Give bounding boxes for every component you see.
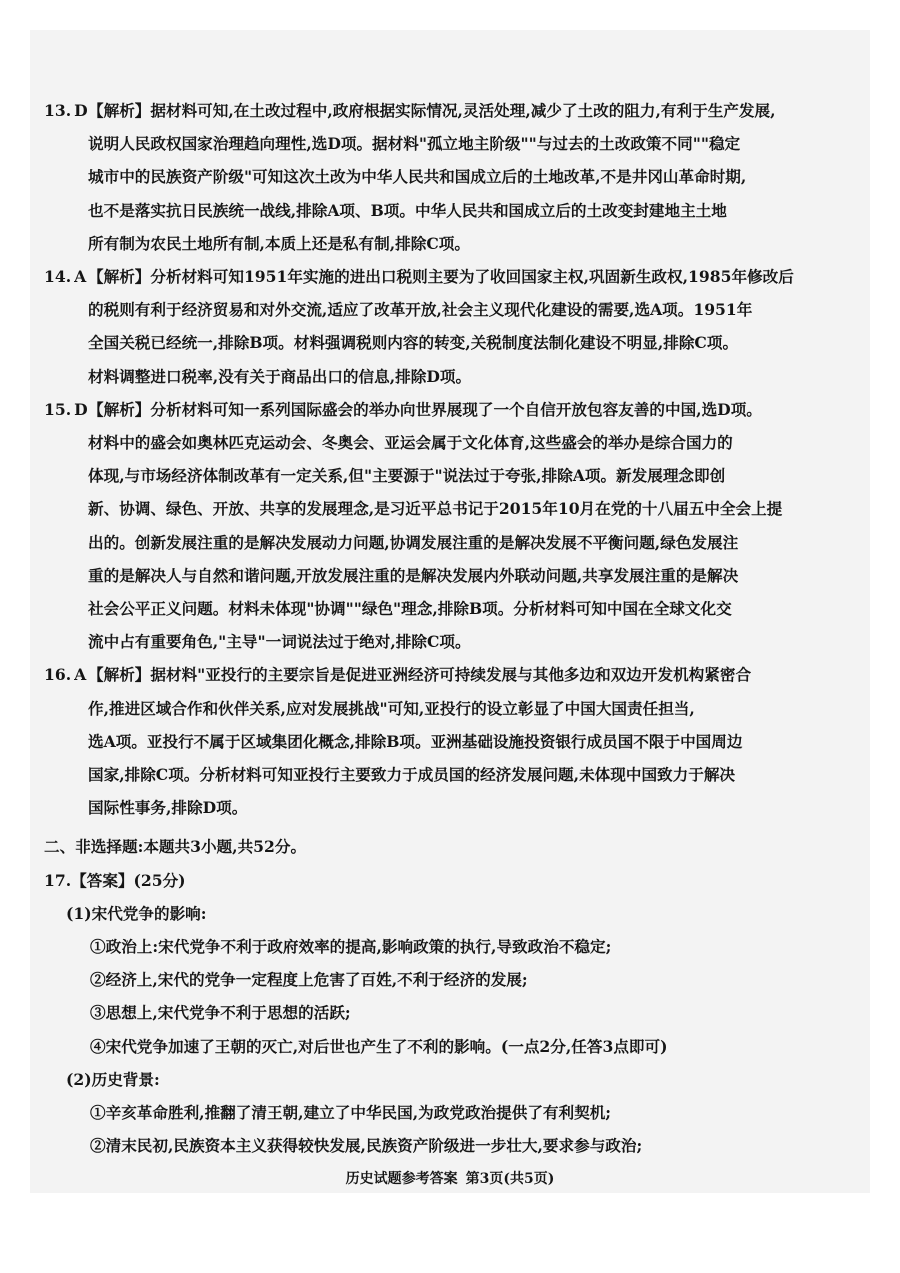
footer-title: 历史试题参考答案 (345, 1171, 458, 1187)
question-number: 16. A (44, 665, 87, 685)
answer-choice: D (74, 399, 88, 419)
text-line: 重的是解决人与自然和谐问题,开放发展注重的是解决发展内外联动问题,共享发展注重的是解决 (88, 565, 739, 585)
answer-point: ②清末民初,民族资本主义获得较快发展,民族资产阶级进一步壮大,要求参与政治; (90, 1136, 643, 1156)
question-13 (44, 94, 860, 260)
text-line: 【解析】据材料"亚投行的主要宗旨是促进亚洲经济可持续发展与其他多边和双边开发机构紧密合 (88, 665, 752, 685)
text-line: 新、协调、绿色、开放、共享的发展理念,是习近平总书记于2015年10月在党的十八届五中全会上提 (88, 499, 783, 519)
text-line: 所有制为农民土地所有制,本质上还是私有制,排除C项。 (88, 233, 470, 253)
text-line: 的税则有利于经济贸易和对外交流,适应了改革开放,社会主义现代化建设的需要,选A项。1951年 (88, 300, 753, 320)
text-line: 【解析】分析材料可知一系列国际盛会的举办向世界展现了一个自信开放包容友善的中国,选D项。 (88, 399, 762, 419)
text-line: 城市中的民族资产阶级"可知这次土改为中华人民共和国成立后的土地改革,不是井冈山革命时期, (88, 167, 747, 187)
page-footer (0, 1168, 900, 1188)
text-line: 作,推进区域合作和伙伴关系,应对发展挑战"可知,亚投行的设立彰显了中国大国责任担当, (88, 698, 695, 718)
question-17 (44, 864, 860, 1163)
text-line: 【解析】据材料可知,在土改过程中,政府根据实际情况,灵活处理,减少了土改的阻力,有利于生产发展, (88, 101, 776, 120)
text-line: 社会公平正义问题。材料未体现"协调""绿色"理念,排除B项。分析材料可知中国在全球文化交 (88, 599, 732, 619)
answer-choice: A (74, 267, 87, 287)
answer-point: ③思想上,宋代党争不利于思想的活跃; (90, 1003, 351, 1023)
text-line: 出的。创新发展注重的是解决发展动力问题,协调发展注重的是解决发展不平衡问题,绿色发展注 (88, 532, 739, 552)
answer-point: ④宋代党争加速了王朝的灭亡,对后世也产生了不利的影响。(一点2分,任答3点即可) (90, 1036, 668, 1056)
answer-choice: A (74, 665, 87, 685)
section-heading: 二、非选择题:本题共3小题,共52分。 (44, 837, 307, 857)
question-number: 15. D (44, 399, 88, 419)
answer-choice: D (74, 101, 88, 120)
text-line: 【解析】分析材料可知1951年实施的进出口税则主要为了收回国家主权,巩固新生政权,1985年修改后 (88, 267, 794, 287)
answer-point: ①政治上:宋代党争不利于政府效率的提高,影响政策的执行,导致政治不稳定; (90, 937, 612, 957)
question-number: 14. A (44, 267, 87, 287)
question-15 (44, 393, 860, 659)
question-number: 13. D (44, 101, 88, 120)
question-14 (44, 260, 860, 393)
text-line: 材料调整进口税率,没有关于商品出口的信息,排除D项。 (88, 366, 472, 386)
text-line: 也不是落实抗日民族统一战线,排除A项、B项。中华人民共和国成立后的土改变封建地主土地 (88, 200, 727, 220)
answer-point: ①辛亥革命胜利,推翻了清王朝,建立了中华民国,为政党政治提供了有利契机; (90, 1103, 612, 1123)
text-line: 国家,排除C项。分析材料可知亚投行主要致力于成员国的经济发展问题,未体现中国致力于解决 (88, 765, 736, 785)
page-content (44, 94, 860, 1163)
text-line: 流中占有重要角色,"主导"一词说法过于绝对,排除C项。 (88, 632, 471, 652)
text-line: 体现,与市场经济体制改革有一定关系,但"主要源于"说法过于夸张,排除A项。新发展理念即创 (88, 466, 726, 486)
page-number: 第3页(共5页) (465, 1171, 555, 1187)
text-line: 材料中的盛会如奥林匹克运动会、冬奥会、亚运会属于文化体育,这些盛会的举办是综合国力的 (88, 433, 733, 453)
question-17-header: 17.【答案】(25分) (44, 870, 186, 890)
part2-title: (2)历史背景: (66, 1069, 160, 1089)
answer-point: ②经济上,宋代的党争一定程度上危害了百姓,不利于经济的发展; (90, 970, 528, 990)
text-line: 说明人民政权国家治理趋向理性,选D项。据材料"孤立地主阶级""与过去的土改政策不同""稳定 (88, 134, 741, 154)
text-line: 选A项。亚投行不属于区域集团化概念,排除B项。亚洲基础设施投资银行成员国不限于中国周边 (88, 731, 743, 751)
part1-title: (1)宋代党争的影响: (66, 903, 207, 923)
question-16 (44, 658, 860, 824)
text-line: 全国关税已经统一,排除B项。材料强调税则内容的转变,关税制度法制化建设不明显,排除C项。 (88, 333, 739, 353)
text-line: 国际性事务,排除D项。 (88, 798, 248, 818)
